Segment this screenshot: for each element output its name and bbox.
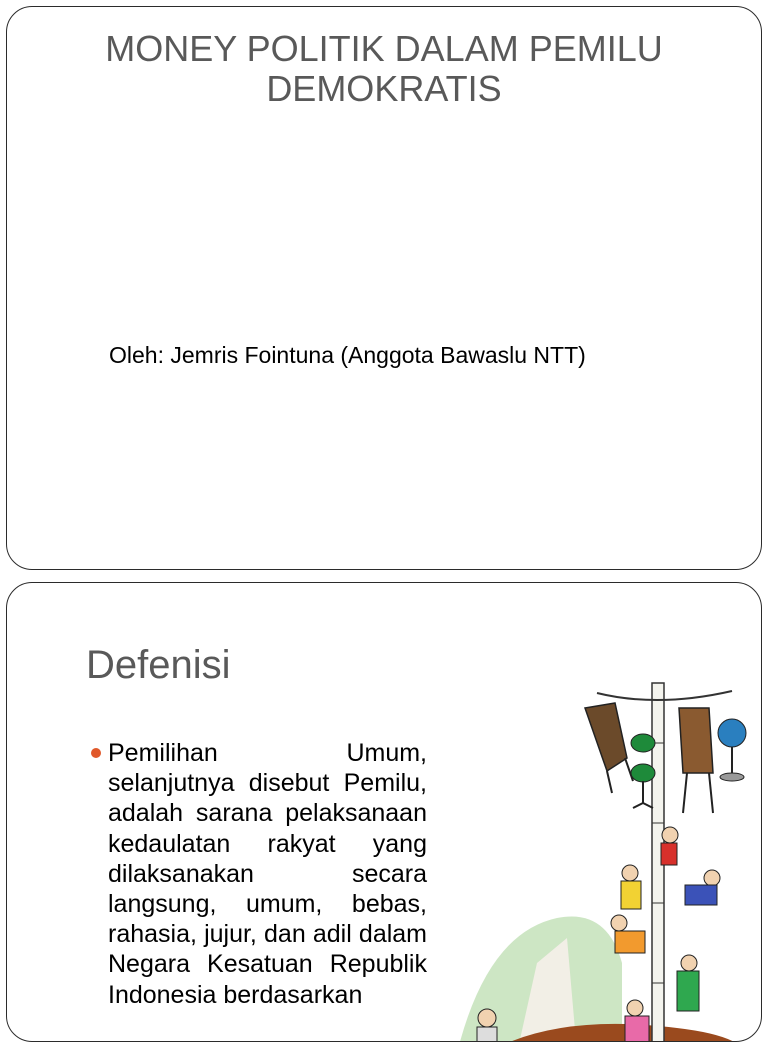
slide-title-line-1: MONEY POLITIK DALAM PEMILU <box>105 28 663 69</box>
brown-chair-prize-icon <box>585 703 633 793</box>
definition-slide <box>6 582 762 1042</box>
bullet-text: Pemilihan Umum, selanjutnya disebut Pemilu, adalah sarana pelaksanaan kedaulatan rakyat yang dilaksanakan secara langsung, umum, bebas, rahasia, jujur, dan adil dalam Negara Kesatuan Republik Indonesia berdasarkan <box>108 739 427 1009</box>
climber-orange-shirt-icon <box>611 915 645 953</box>
climber-pink-shirt-icon <box>625 1000 649 1042</box>
slide-subtitle: Oleh: Jemris Fointuna (Anggota Bawaslu NTT) <box>109 342 586 368</box>
bullet-item <box>91 738 427 1010</box>
climber-yellow-shirt-icon <box>621 865 641 909</box>
wooden-chair-prize-icon <box>679 708 713 813</box>
slide-heading: Defenisi <box>86 643 231 687</box>
climber-blue-shirt-icon <box>685 870 720 905</box>
climber-red-shirt-icon <box>661 827 678 865</box>
blue-fan-prize-icon <box>718 719 746 781</box>
slide-title-line-2: DEMOKRATIS <box>266 68 502 109</box>
slide-title <box>67 29 701 109</box>
bullet-dot-icon <box>91 748 101 758</box>
climber-green-shirt-icon <box>677 955 699 1011</box>
title-slide <box>6 6 762 570</box>
bullet-list <box>91 738 427 1010</box>
climbing-pole-cartoon-illustration <box>447 663 747 1042</box>
